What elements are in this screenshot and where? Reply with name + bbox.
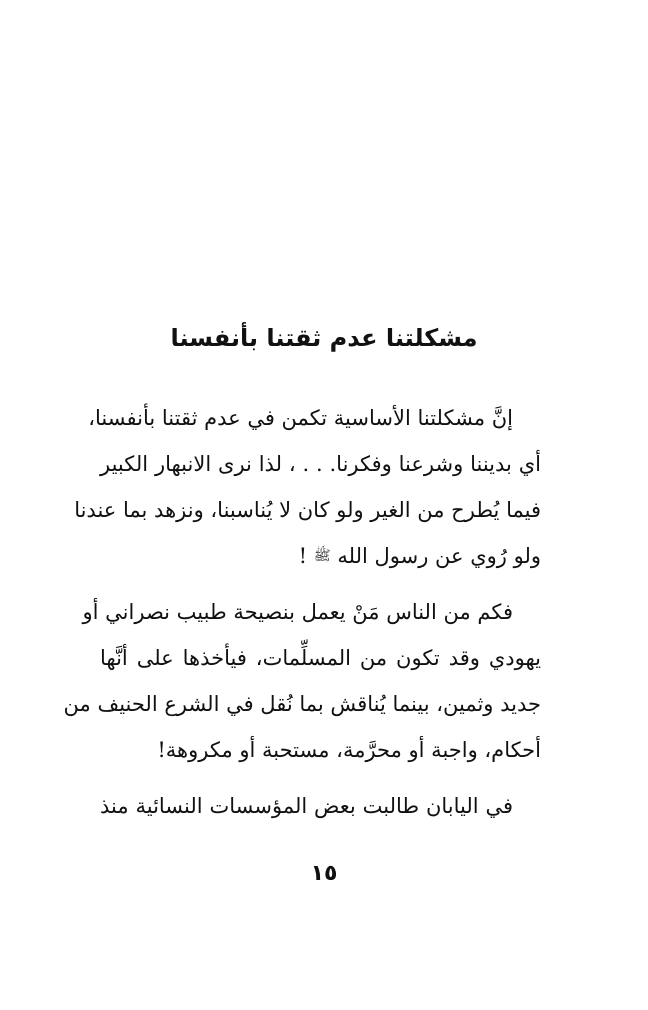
paragraph-line: يهودي وقد تكون من المسلِّمات، فيأخذها على أنَّها [100, 646, 541, 670]
paragraph-3 [100, 783, 541, 829]
page-number: ١٥ [310, 861, 338, 886]
paragraph-1 [74, 395, 541, 579]
chapter-title: مشكلتنا عدم ثقتنا بأنفسنا [170, 324, 478, 352]
paragraph-line: إنَّ مشكلتنا الأساسية تكمن في عدم ثقتنا بأنفسنا، [88, 406, 513, 430]
paragraph-line: أحكام، واجبة أو محرَّمة، مستحبة أو مكروهة! [157, 738, 541, 762]
paragraph-line: جديد وثمين، بينما يُناقش بما نُقل في الشرع الحنيف من [63, 692, 541, 716]
exclamation-mark: ! [298, 544, 308, 568]
paragraph-line-last [100, 533, 541, 579]
paragraph-line: أي بديننا وشرعنا وفكرنا. . . ، لذا نرى الانبهار الكبير [100, 452, 541, 476]
paragraph-2 [63, 589, 541, 773]
paragraph-line-text: ولو رُوي عن رسول الله [337, 544, 541, 568]
paragraph-line: فكم من الناس مَنْ يعمل بنصيحة طبيب نصراني أو [82, 600, 513, 624]
paragraph-line: في اليابان طالبت بعض المؤسسات النسائية منذ [100, 794, 513, 818]
paragraph-line: فيما يُطرح من الغير ولو كان لا يُناسبنا، ونزهد بما عندنا [74, 498, 541, 522]
honorific-symbol: ﷺ [313, 548, 331, 564]
